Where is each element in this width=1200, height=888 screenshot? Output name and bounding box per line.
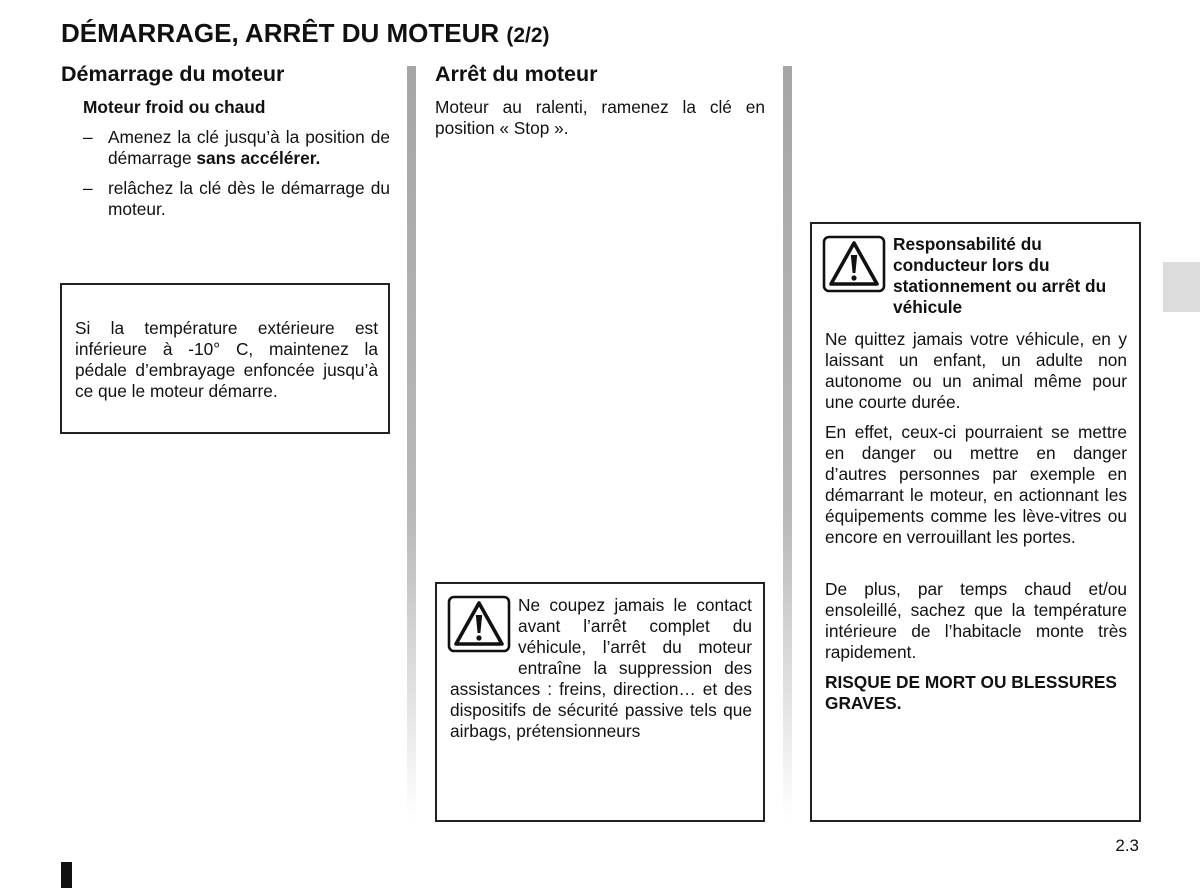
step-1	[83, 127, 390, 169]
stop-warning-box	[435, 582, 765, 822]
chapter-tab-marker	[1163, 262, 1200, 312]
risk-warning	[825, 672, 1127, 714]
step-1-bold: sans accélérer.	[196, 148, 321, 168]
cold-start-note-box	[60, 283, 390, 434]
page-title	[61, 18, 550, 49]
step-2	[83, 178, 390, 220]
risk-warning-text: RISQUE DE MORT OU BLESSURES GRAVES	[825, 672, 1117, 713]
stop-warning-body: Ne coupez jamais le contact avant l’arrêt complet du véhicule, l’arrêt du moteur entraîne la suppression des assistances : freins, direction… et des dispositifs de sécurité passive tels que airbags, prétensionneurs	[450, 595, 752, 741]
column-separator	[783, 66, 792, 820]
cold-warm-subheading: Moteur froid ou chaud	[83, 97, 266, 117]
column-separator	[407, 66, 416, 820]
responsibility-title: Responsabilité du conducteur lors du stationnement ou arrêt du véhicule	[893, 234, 1107, 317]
stop-warning-text	[450, 595, 752, 742]
warning-triangle-icon	[822, 235, 886, 293]
responsibility-para-1: Ne quittez jamais votre véhicule, en y laissant un enfant, un adulte non autonome ou un animal même pour une courte durée.	[825, 329, 1127, 412]
step-2-text: relâchez la clé dès le démarrage du moteur.	[108, 178, 390, 219]
step-2-dash: –	[83, 178, 93, 198]
page-edge-marker	[61, 862, 72, 888]
start-engine-heading: Démarrage du moteur	[61, 62, 285, 86]
page-number: 2.3	[1115, 836, 1139, 855]
risk-warning-end: .	[896, 693, 902, 713]
page-title-suffix: (2/2)	[506, 24, 550, 47]
step-1-dash: –	[83, 127, 93, 147]
page-title-text: DÉMARRAGE, ARRÊT DU MOTEUR	[61, 18, 500, 48]
stop-engine-heading: Arrêt du moteur	[435, 62, 598, 86]
responsibility-para-2: En effet, ceux-ci pourraient se mettre en danger ou mettre en danger d’autres personnes par exemple en démarrant le moteur, en actionnant les équipements comme les lève-vitres ou encore en verrouillant les portes.	[825, 422, 1127, 547]
responsibility-para-3: De plus, par temps chaud et/ou ensoleillé, sachez que la température intérieure de l’habitacle monte très rapidement.	[825, 579, 1127, 662]
stop-engine-text: Moteur au ralenti, ramenez la clé en position « Stop ».	[435, 97, 765, 138]
step-1-text: Amenez la clé jusqu’à la position de démarrage	[108, 127, 390, 168]
cold-start-note-text: Si la température extérieure est inférieure à -10° C, maintenez la pédale d’embrayage enfoncée jusqu’à ce que le moteur démarre.	[75, 318, 378, 401]
responsibility-box	[810, 222, 1141, 822]
